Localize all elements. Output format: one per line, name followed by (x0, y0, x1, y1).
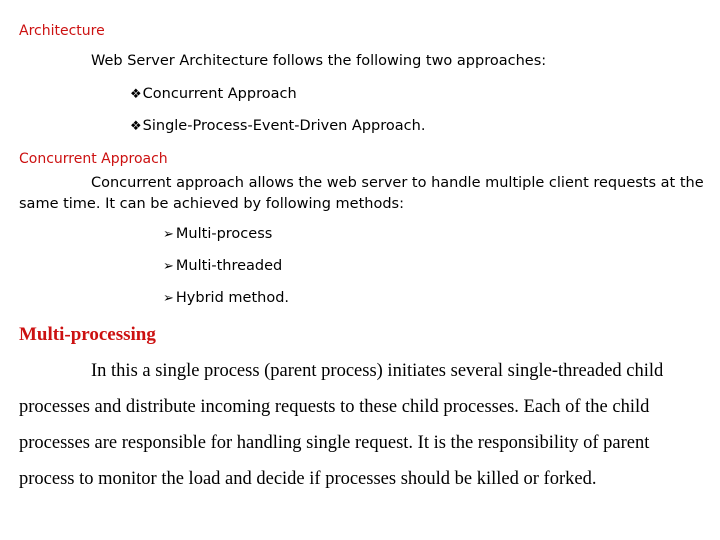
concurrent-heading: Concurrent Approach (19, 151, 168, 167)
concurrent-line-1: Concurrent approach allows the web server to handle multiple client requests at the (91, 175, 704, 191)
approach-label: Single-Process-Event-Driven Approach. (142, 118, 426, 134)
diamond-bullet-icon: ❖ (130, 87, 142, 102)
concurrent-line-2: same time. It can be achieved by following methods: (19, 196, 404, 212)
arrow-bullet-icon: ➢ (163, 291, 174, 306)
approach-item (130, 86, 297, 102)
multiprocessing-line: process to monitor the load and decide if processes should be killed or forked. (19, 469, 597, 489)
diamond-bullet-icon: ❖ (130, 119, 142, 134)
multiprocessing-line: processes and distribute incoming requests to these child processes. Each of the child (19, 397, 650, 417)
method-item (163, 258, 282, 274)
architecture-heading: Architecture (19, 23, 105, 39)
multiprocessing-heading: Multi-processing (19, 324, 156, 345)
architecture-intro: Web Server Architecture follows the following two approaches: (91, 53, 547, 69)
multiprocessing-line: processes are responsible for handling single request. It is the responsibility of parent (19, 433, 650, 453)
method-item (163, 226, 272, 242)
approach-item (130, 118, 425, 134)
method-label: Multi-process (175, 226, 273, 242)
method-item (163, 290, 289, 306)
approach-label: Concurrent Approach (142, 86, 297, 102)
multiprocessing-line: In this a single process (parent process) initiates several single-threaded child (91, 361, 664, 381)
arrow-bullet-icon: ➢ (163, 227, 174, 242)
method-label: Hybrid method. (175, 290, 290, 306)
method-label: Multi-threaded (175, 258, 283, 274)
arrow-bullet-icon: ➢ (163, 259, 174, 274)
